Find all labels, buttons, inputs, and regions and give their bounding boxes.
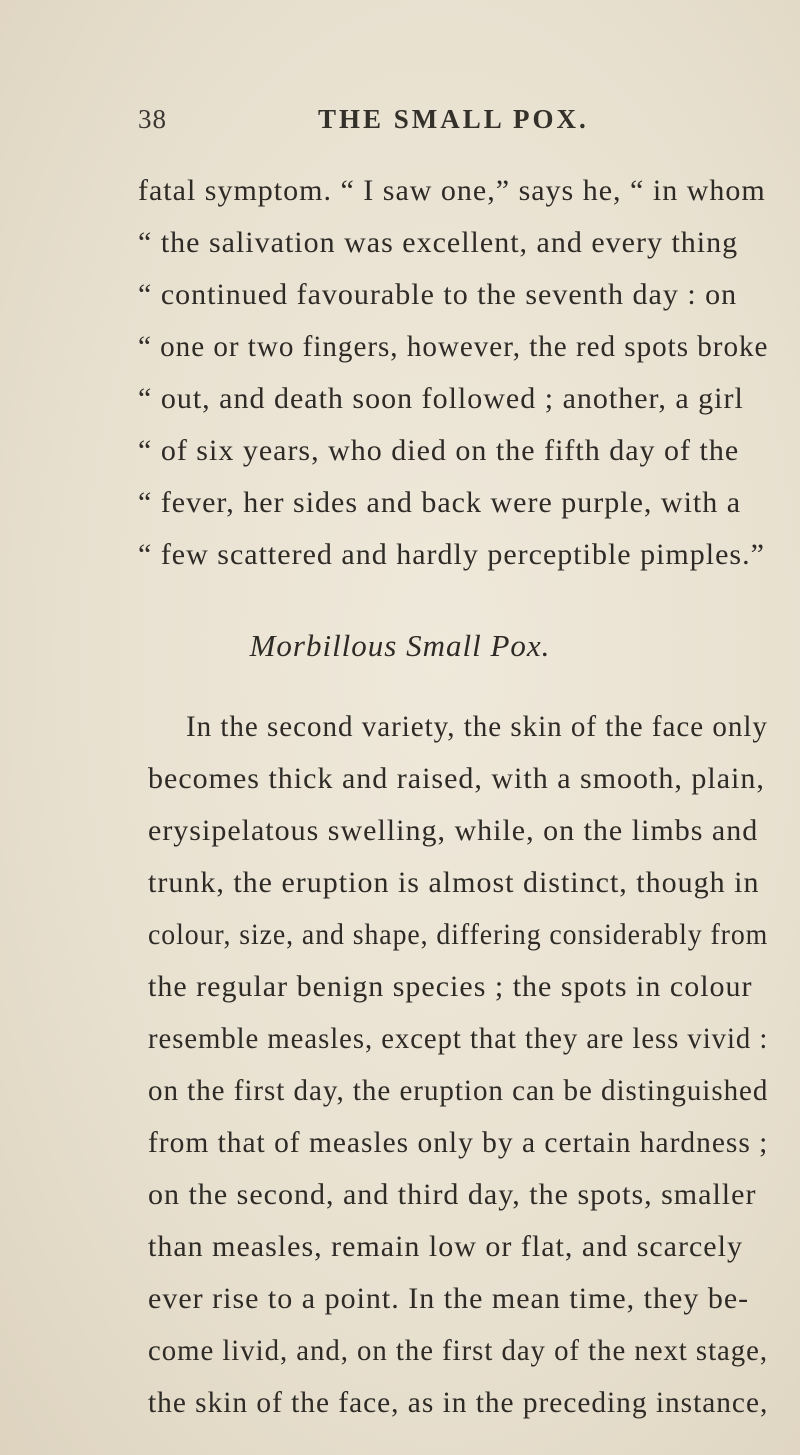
text-line: erysipelatous swelling, while, on the limbs and bbox=[148, 814, 759, 847]
text-line: on the first day, the eruption can be distinguished bbox=[148, 1074, 769, 1107]
text-line: In the second variety, the skin of the face only bbox=[186, 710, 768, 743]
text-line: the regular benign species ; the spots in colour bbox=[148, 970, 753, 1003]
text-line: on the second, and third day, the spots, smaller bbox=[148, 1178, 757, 1211]
text-line: “ continued favourable to the seventh day : on bbox=[138, 278, 738, 311]
page-header bbox=[138, 104, 698, 144]
text-line: “ few scattered and hardly perceptible pimples.” bbox=[138, 538, 765, 571]
running-head: THE SMALL POX. bbox=[318, 104, 589, 134]
text-line: “ the salivation was excellent, and every thing bbox=[138, 226, 739, 259]
text-line: “ one or two fingers, however, the red spots broke bbox=[138, 330, 769, 363]
text-line: the skin of the face, as in the preceding instance, bbox=[148, 1386, 769, 1419]
text-line: ever rise to a point. In the mean time, they be- bbox=[148, 1282, 750, 1315]
text-line: becomes thick and raised, with a smooth, plain, bbox=[148, 762, 765, 795]
text-line: than measles, remain low or flat, and scarcely bbox=[148, 1230, 743, 1263]
text-line: fatal symptom. “ I saw one,” says he, “ in whom bbox=[138, 174, 766, 207]
text-line: colour, size, and shape, differing considerably from bbox=[148, 918, 769, 951]
text-line: trunk, the eruption is almost distinct, though in bbox=[148, 866, 760, 899]
section-title: Morbillous Small Pox. bbox=[249, 628, 551, 663]
text-line: resemble measles, except that they are less vivid : bbox=[148, 1022, 769, 1055]
text-line: come livid, and, on the first day of the next stage, bbox=[148, 1334, 769, 1367]
text-line: “ out, and death soon followed ; another, a girl bbox=[138, 382, 744, 415]
text-line: “ fever, her sides and back were purple, with a bbox=[138, 486, 742, 519]
text-line: from that of measles only by a certain hardness ; bbox=[148, 1126, 769, 1159]
page-number: 38 bbox=[138, 104, 167, 134]
text-line: “ of six years, who died on the fifth day of the bbox=[138, 434, 740, 467]
